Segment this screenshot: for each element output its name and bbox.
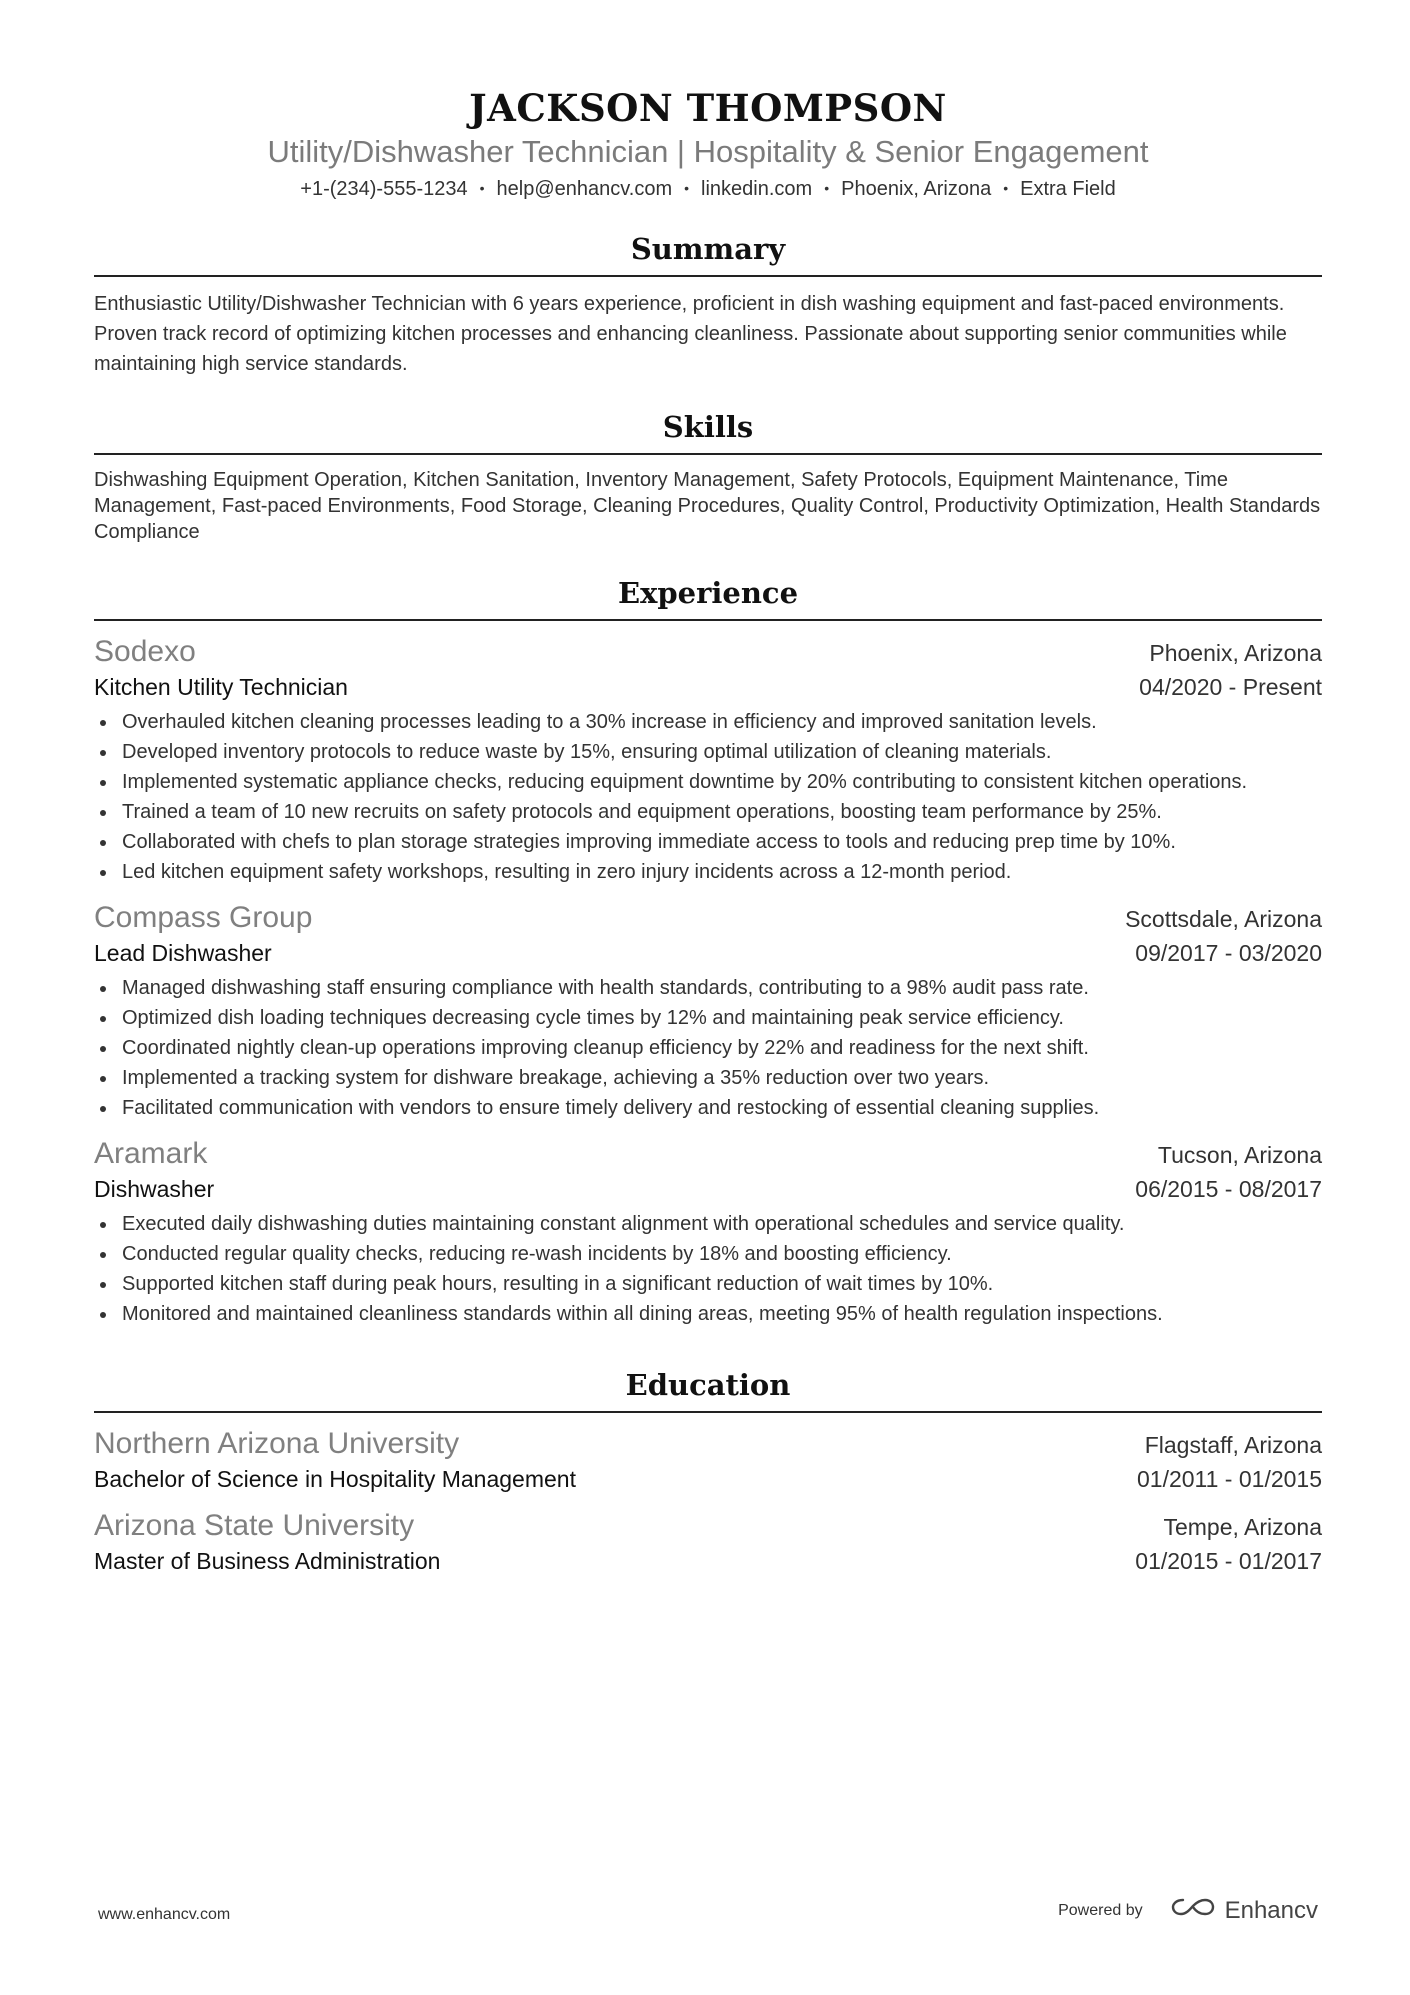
experience-entry xyxy=(94,633,1322,887)
resume-header xyxy=(94,0,1322,203)
education-heading: Education xyxy=(94,1365,1322,1413)
bullet-item: Overhauled kitchen cleaning processes leading to a 30% increase in efficiency and improved sanitation levels. xyxy=(94,707,1322,737)
powered-by-label: Powered by xyxy=(1058,1901,1143,1919)
enhancv-brand[interactable] xyxy=(1169,1896,1318,1925)
bullet-item: Managed dishwashing staff ensuring compliance with health standards, contributing to a 98% audit pass rate. xyxy=(94,973,1322,1003)
education-entry xyxy=(94,1507,1322,1577)
school-name: Northern Arizona University xyxy=(94,1427,460,1460)
job-role: Dishwasher xyxy=(94,1176,215,1202)
contact-phone: +1-(234)-555-1234 xyxy=(300,178,468,200)
bullet-item: Supported kitchen staff during peak hours, resulting in a significant reduction of wait times by 10%. xyxy=(94,1269,1322,1299)
job-bullets xyxy=(94,707,1322,887)
contact-separator: • xyxy=(1003,180,1009,196)
education-entry xyxy=(94,1425,1322,1495)
contact-line xyxy=(94,174,1322,203)
enhancv-wordmark: Enhancv xyxy=(1224,1896,1318,1924)
bullet-item: Coordinated nightly clean-up operations improving cleanup efficiency by 22% and readiness for the next shift. xyxy=(94,1033,1322,1063)
bullet-item: Conducted regular quality checks, reducing re-wash incidents by 18% and boosting efficiency. xyxy=(94,1239,1322,1269)
enhancv-logo-icon xyxy=(1169,1896,1217,1925)
job-bullets xyxy=(94,973,1322,1123)
education-section xyxy=(94,1365,1322,1577)
job-role: Lead Dishwasher xyxy=(94,940,272,966)
resume-page xyxy=(94,0,1322,1577)
degree: Bachelor of Science in Hospitality Management xyxy=(94,1466,576,1492)
summary-text: Enthusiastic Utility/Dishwasher Technician with 6 years experience, proficient in dish washing equipment and fast-paced environments. Proven track record of optimizing kitchen processes and enhancing cleanliness. Passionate about supporting senior communities while maintaining high service standards. xyxy=(94,293,1287,375)
contact-location: Phoenix, Arizona xyxy=(841,178,992,200)
job-role: Kitchen Utility Technician xyxy=(94,674,348,700)
experience-section xyxy=(94,573,1322,1329)
bullet-item: Trained a team of 10 new recruits on safety protocols and equipment operations, boosting team performance by 25%. xyxy=(94,797,1322,827)
job-location: Scottsdale, Arizona xyxy=(1125,906,1322,932)
summary-section xyxy=(94,229,1322,379)
company-name: Compass Group xyxy=(94,901,313,934)
experience-entry xyxy=(94,899,1322,1123)
education-dates: 01/2015 - 01/2017 xyxy=(1135,1548,1322,1574)
degree: Master of Business Administration xyxy=(94,1548,441,1574)
job-location: Tucson, Arizona xyxy=(1157,1142,1322,1168)
job-location: Phoenix, Arizona xyxy=(1149,640,1322,666)
footer-website[interactable]: www.enhancv.com xyxy=(98,1906,231,1923)
bullet-item: Facilitated communication with vendors to ensure timely delivery and restocking of essential cleaning supplies. xyxy=(94,1093,1322,1123)
summary-heading: Summary xyxy=(94,229,1322,277)
skills-heading: Skills xyxy=(94,407,1322,455)
bullet-item: Implemented systematic appliance checks, reducing equipment downtime by 20% contributing to consistent kitchen operations. xyxy=(94,767,1322,797)
bullet-item: Implemented a tracking system for dishware breakage, achieving a 35% reduction over two years. xyxy=(94,1063,1322,1093)
company-name: Aramark xyxy=(94,1137,208,1170)
bullet-item: Collaborated with chefs to plan storage strategies improving immediate access to tools and reducing prep time by 10%. xyxy=(94,827,1322,857)
experience-heading: Experience xyxy=(94,573,1322,621)
school-location: Tempe, Arizona xyxy=(1163,1514,1322,1540)
candidate-title: Utility/Dishwasher Technician | Hospitality & Senior Engagement xyxy=(267,134,1149,169)
contact-separator: • xyxy=(824,180,830,196)
education-dates: 01/2011 - 01/2015 xyxy=(1136,1466,1322,1492)
contact-separator: • xyxy=(479,180,485,196)
experience-entry xyxy=(94,1135,1322,1329)
school-location: Flagstaff, Arizona xyxy=(1144,1432,1322,1458)
job-bullets xyxy=(94,1209,1322,1329)
bullet-item: Monitored and maintained cleanliness standards within all dining areas, meeting 95% of health regulation inspections. xyxy=(94,1299,1322,1329)
job-dates: 09/2017 - 03/2020 xyxy=(1135,940,1322,966)
skills-section xyxy=(94,407,1322,545)
contact-email[interactable]: help@enhancv.com xyxy=(496,178,673,200)
bullet-item: Led kitchen equipment safety workshops, resulting in zero injury incidents across a 12-month period. xyxy=(94,857,1322,887)
contact-separator: • xyxy=(684,180,690,196)
job-dates: 06/2015 - 08/2017 xyxy=(1135,1176,1322,1202)
job-dates: 04/2020 - Present xyxy=(1139,674,1322,700)
bullet-item: Optimized dish loading techniques decreasing cycle times by 12% and maintaining peak service efficiency. xyxy=(94,1003,1322,1033)
footer-branding xyxy=(1058,1896,1318,1925)
bullet-item: Developed inventory protocols to reduce waste by 15%, ensuring optimal utilization of cleaning materials. xyxy=(94,737,1322,767)
bullet-item: Executed daily dishwashing duties maintaining constant alignment with operational schedules and service quality. xyxy=(94,1209,1322,1239)
contact-extra: Extra Field xyxy=(1020,178,1116,200)
company-name: Sodexo xyxy=(94,635,196,668)
school-name: Arizona State University xyxy=(94,1509,415,1542)
skills-text: Dishwashing Equipment Operation, Kitchen Sanitation, Inventory Management, Safety Protocols, Equipment Maintenance, Time Management, Fast-paced Environments, Food Storage, Cleaning Procedures, Quality Control, Productivity Optimization, Health Standards Compliance xyxy=(94,469,1321,543)
contact-linkedin[interactable]: linkedin.com xyxy=(701,178,813,200)
candidate-name: JACKSON THOMPSON xyxy=(469,86,947,130)
